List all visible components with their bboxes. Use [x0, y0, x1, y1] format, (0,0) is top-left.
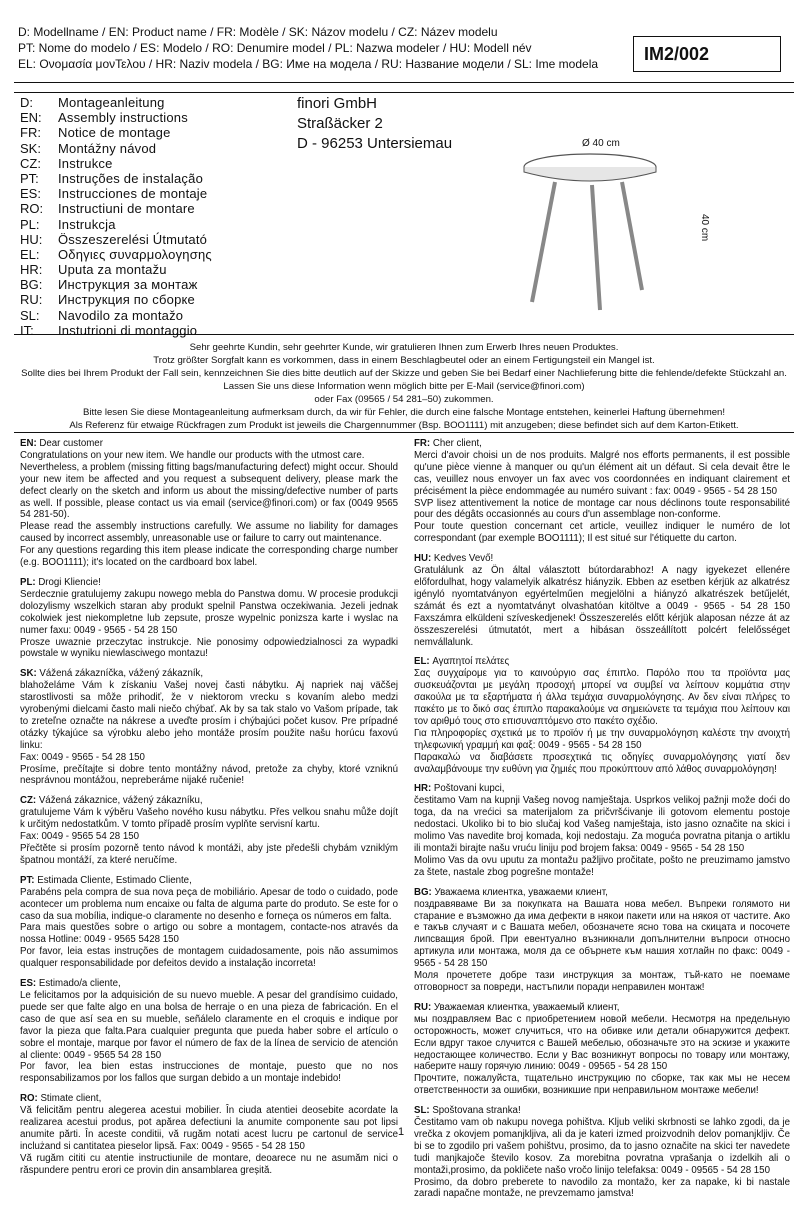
section-paragraph: blahoželáme Vám k získaniu Vašej novej časti nábytku. Aj napriek naj väčšej starostlivosti sa môže prihodiť, že v niektorom vrecku s kovaním alebo medzi vyrobenými dielcami často mali niečo chýbať. Ak by sa tak stalo vo Vašom prípade, tak to zreteľne označte na nákrese a uveďte prosím i chýbajúci počet kusov. Pre prípadné otázky týkajúce sa výrobku alebo jeho montáže prosím použite našu horúcu faxovú linku:: [20, 680, 398, 751]
language-code: RO:: [20, 201, 44, 217]
language-code: HU:: [20, 231, 43, 247]
section-paragraph: Congratulations on your new item. We handle our products with the utmost care.: [20, 449, 365, 461]
section-lang-code: SK:: [20, 668, 37, 680]
side-table-drawing: [510, 130, 730, 320]
language-code: PT:: [20, 170, 39, 186]
height-label: 40 cm: [699, 214, 710, 242]
header-line: D: Modellname / EN: Product name / FR: Modèle / SK: Názov modelu / CZ: Název modelu: [18, 25, 498, 39]
section-paragraph: Vă felicităm pentru alegerea acestui mobilier. În ciuda atentiei deosebite acordate la realizarea acestui produs, pot apărea defectiuni la anumite componente sau pot lipsi anumite părti. În aceste conditii, vă rugăm notati acest lucru pe cartonul de service inclużand si cantitatea pieselor lipsă. Fax: 0049 - 9565 - 54 28 150: [20, 1105, 398, 1152]
table-leg: [592, 185, 600, 310]
language-code: PL:: [20, 216, 40, 232]
language-row: [20, 323, 290, 338]
language-code: ES:: [20, 186, 41, 202]
intro-german: [14, 341, 794, 432]
section-heading: [414, 553, 790, 565]
company-street: Straßäcker 2: [297, 115, 383, 132]
company-name: finori GmbH: [297, 95, 378, 112]
section-heading: [20, 978, 398, 990]
header-line: PT: Nome do modelo / ES: Modelo / RO: Denumire model / PL: Nazwa modeler / HU: Modell név: [18, 41, 532, 55]
intro-line: Lassen Sie uns diese Information wenn möglich bitte per E-Mail (service@finori.com): [223, 381, 585, 392]
section-greeting: Αγαπητοί πελάτες: [432, 656, 510, 668]
section-greeting: Stimate client,: [40, 1093, 102, 1105]
section-lang-code: ES:: [20, 978, 37, 990]
section-paragraph: Přečtěte si prosím pozorně tento návod k montáži, aby jste předešli chybám vzniklým špatnou montáží, za které neručíme.: [20, 843, 398, 866]
section-greeting: Kedves Vevő!: [433, 553, 494, 565]
table-leg: [622, 182, 642, 290]
section-paragraph: čestitamo Vam na kupnji Vašeg novog namještaja. Usprkos velikoj pažnji može doći do toga, da na vrećici sa materijalom za pričvršćivanje ili gotovom elementu postoje nedostaci. Ukoliko bi to bio slučaj kod Vašeg namještaja, isto jasno označite na skici i molimo Vas navedite broj komada, koji nedostaju. Za moguća povratna pitanja o artiklu ili montaži birajte našu vruću liniju pod brojem faksa: 0049 - 9565 - 54 28 150: [414, 795, 790, 854]
notice-section: [20, 438, 398, 569]
section-lang-code: PT:: [20, 874, 35, 886]
section-lang-code: SL:: [414, 1105, 430, 1117]
language-title: Инструкция по сборке: [58, 292, 195, 308]
section-lang-code: HU:: [414, 553, 432, 565]
language-title: Összeszerelési Útmutató: [58, 231, 208, 247]
section-paragraph: Моля прочетете добре тази инструкция за монтаж, тъй-като не поемаме отговорност за повреди, настъпили поради неправилен монтаж!: [414, 970, 790, 993]
section-lang-code: RU:: [414, 1001, 432, 1013]
section-heading: [414, 656, 790, 668]
language-code: CZ:: [20, 155, 41, 171]
section-greeting: Poštovani kupci,: [433, 783, 505, 795]
section-paragraph: Прочтите, пожалуйста, тщательно инструкцию по сборке, так как мы не несем ответственности за ошибки, возникшие при неправильном монтаже мебели!: [414, 1073, 790, 1097]
section-paragraph: Merci d'avoir choisi un de nos produits. Malgré nos efforts permanents, il est possible qu'une pièce vienne à manquer ou qu'un élément ait un défaut. Si cela devait être le cas, veuillez nous envoyer un fax avec vos coordonnées en indiquant clairement et précisément la pièce endommagée au numéro suivant : fax: 0049 - 9565 - 54 28 150: [414, 449, 790, 497]
divider: [14, 334, 794, 335]
language-row: [20, 156, 290, 171]
table-top-edge: [524, 167, 656, 181]
section-paragraph: For any questions regarding this item please indicate the corresponding charge number (e.g. BOO1111); it's located on the cardboard box label.: [20, 545, 398, 569]
section-lang-code: FR:: [414, 438, 431, 449]
notice-section: [20, 577, 398, 660]
language-code: EL:: [20, 246, 40, 262]
section-paragraph: Nevertheless, a problem (missing fitting bags/manufacturing defect) might occur. Should your new item be affected and you request a subsequent delivery, please mark the defect clearly on the sketch and inform us about the missing/defective number of parts as well. If possible, please contact us via email (service@finori.com) or fax (0049 9565 54 281-50).: [20, 461, 398, 521]
section-lang-code: PL:: [20, 576, 36, 588]
language-title: Montážny návod: [58, 140, 157, 156]
instruction-title-list: [20, 95, 290, 338]
section-paragraph: Για πληροφορίες σχετικά με το προϊόν ή με την συναρμολόγηση καλέστε την ανοιχτή τηλεφωνική γραμμή και φαξ: 0049 - 9565 - 54 28 150: [414, 727, 790, 751]
section-paragraph: Por favor, leia estas instruções de montagem cuidadosamente, pois não assumimos qualquer responsabilidade por defeitos devido a instalação incorreta!: [20, 946, 398, 970]
language-code: D:: [20, 95, 33, 110]
header-model-names: [18, 24, 618, 72]
notice-section: [414, 553, 790, 648]
section-greeting: Cher client,: [432, 438, 482, 449]
language-row: [20, 201, 290, 216]
language-title: Instutrioni di montaggio: [58, 322, 198, 338]
notice-section: [414, 438, 790, 545]
section-heading: [20, 668, 398, 680]
section-lang-code: RO:: [20, 1093, 38, 1105]
intro-line: Trotz größter Sorgfalt kann es vorkommen, dass in einem Beschlagbeutel oder an einem Fertigungsteil ein Mangel ist.: [153, 355, 655, 366]
section-heading: [414, 1105, 790, 1117]
section-heading: [414, 887, 790, 899]
intro-line: Sollte dies bei Ihrem Produkt der Fall sein, kennzeichnen Sie dies bitte deutlich auf der Skizze und geben Sie bei Bedarf einer Nachlieferung bitte die fehlende/defekte Stückzahl an.: [21, 368, 787, 379]
page-number: 1: [398, 1126, 405, 1138]
language-row: [20, 308, 290, 323]
section-greeting: Estimado/a cliente,: [38, 978, 121, 990]
section-heading: [20, 438, 398, 450]
section-paragraph: Fax: 0049 - 9565 54 28 150: [20, 831, 140, 843]
notice-section: [414, 1105, 790, 1200]
intro-line: Sehr geehrte Kundin, sehr geehrter Kunde, wir gratulieren Ihnen zum Erwerb Ihres neuen Produktes.: [189, 342, 619, 353]
divider: [14, 432, 794, 433]
notice-section: [414, 887, 790, 994]
language-code: EN:: [20, 110, 42, 126]
section-paragraph: Prosíme, prečítajte si dobre tento montážny návod, pretože za chyby, ktoré vzniknú nesprávnou montážou, nepreberáme nijaké ručenie!: [20, 763, 398, 787]
language-title: Instrukce: [58, 155, 113, 171]
section-greeting: Estimada Cliente, Estimado Cliente,: [37, 874, 192, 886]
language-row: [20, 110, 290, 125]
language-title: Οδηγιες συναρμολογησης: [58, 246, 212, 262]
notice-section: [414, 1002, 790, 1097]
language-title: Instrukcja: [58, 216, 116, 232]
section-paragraph: Para mais questões sobre o artigo ou sobre a montagem, contacte-nos através da nossa Hotline: 0049 - 9565 5428 150: [20, 922, 398, 946]
section-paragraph: Molimo Vas da ovu uputu za montažu pažljivo pročitate, pošto ne preuzimamo jamstvo za štete, nastale zbog pogrešne montaže!: [414, 854, 790, 878]
language-row: [20, 262, 290, 277]
language-row: [20, 186, 290, 201]
language-code: IT:: [20, 322, 34, 338]
language-row: [20, 292, 290, 307]
section-greeting: Vážená zákazníčka, vážený zákazník,: [39, 668, 204, 680]
section-greeting: Spoštovana stranka!: [432, 1105, 521, 1117]
section-paragraph: Gratulálunk az Ön által választott bútordarabhoz! A nagy igyekezet ellenére előfordulhat, hogy valamelyik alkatrész hiányzik. Ebben az esetben kérjük az alkatrész igényló nyomtatványon egyértelműen megjelölni a hiányzó alkatrészek betűjelét, számát és ezt a nyomtatványt olvashatóan kitöltve a 0049 - 9565 - 54 28 150 Faxszámra elküldeni szíveskedjenek! Összeszerelés előtt kérjük alaposan nézze át az összeszerelési útmutatót, mert a hibásan összeállított polcért felelősséget nemvállalunk.: [414, 565, 790, 648]
section-lang-code: BG:: [414, 886, 432, 898]
section-lang-code: CZ:: [20, 795, 37, 807]
company-city: D - 96253 Untersiemau: [297, 135, 453, 152]
language-code: SK:: [20, 140, 41, 156]
section-paragraph: Por favor, lea bien estas instrucciones de montaje, puesto que no nos responsabilizamos por los fallos que surgan debido a un montaje indebido!: [20, 1061, 398, 1085]
section-paragraph: gratulujeme Vám k výběru Vašeho nového kusu nábytku. Přes velkou snahu může dojít k určitým nedostatkům. V tomto případě prosím vyplňte servisní kartu.: [20, 807, 398, 831]
language-title: Instruções de instalação: [58, 170, 203, 186]
model-number-box: IM2/002: [633, 36, 781, 72]
section-paragraph: Please read the assembly instructions carefully. We assume no liability for damages caused by incorrect assembly, unreasonable use or failure to carry out maintenance.: [20, 521, 398, 545]
section-paragraph: Σας συγχαίρομε για το καινούργιο σας έπιπλο. Παρόλο που τα προϊόντα μας σuσκευάζονται με μεγάλη προσοχή μπορεί να συμβεί να λείπουν κομμάτια στην σακούλα με τα εξαρτήματα ή άλλα τεμάχια συναρμολόγησης. Αν δεν είναι πλήρες το πακέτο με το δικό σας έπιπλο παρακαλούμε να σημειώνετε τα τεμάχια που λείπουν και τον αριθμό τους στο επισυναπτόμενο στο πακέτο σχέδιο.: [414, 668, 790, 727]
section-greeting: Dear customer: [39, 438, 103, 449]
section-greeting: Drogi Kliencie!: [38, 576, 101, 588]
divider: [14, 82, 794, 83]
section-paragraph: Serdecznie gratulujemy zakupu nowego mebla do Panstwa domu. W procesie produkcji dolozylismy wszelkich staran aby produkt spelnil Panstwa oczekiwania. Jezeli jednak cokolwiek jest niekompletne lub zepsute, prosze wypelnic ponizsza karte i wyslac na numer faxu: 0049 - 9565 - 54 28 150: [20, 588, 398, 636]
language-title: Navodilo za montažo: [58, 307, 184, 323]
language-title: Инструкция за монтаж: [58, 277, 198, 293]
language-row: [20, 277, 290, 292]
company-address: [297, 94, 452, 154]
section-paragraph: Vă rugăm cititi cu atentie instructiunile de montare, deoarece nu ne asumăm nici o răspundere pentru erori ce provin din ansamblarea greșită.: [20, 1152, 398, 1176]
language-code: RU:: [20, 292, 43, 308]
section-heading: [20, 875, 398, 887]
language-code: FR:: [20, 125, 41, 141]
language-row: [20, 95, 290, 110]
language-code: SL:: [20, 307, 40, 323]
section-greeting: Vážená zákaznice, vážený zákazníku,: [38, 795, 203, 807]
language-code: HR:: [20, 262, 43, 278]
notice-section: [20, 875, 398, 970]
section-paragraph: мы поздравляем Вас с приобретением новой мебели. Несмотря на предельную осторожность, может случиться, что на обивке или детали обнаружится дефект. Если вдруг такое случится с Вашей мебелью, обозначьте это на эскизе и укажите недостающее количество. Если у Вас возникнут вопросы по товару или монтажу, наберите нашу горячую линию: 0049 - 09565 - 54 28 150: [414, 1013, 790, 1073]
section-heading: [414, 783, 790, 795]
notice-section: [20, 668, 398, 787]
divider: [14, 92, 794, 93]
language-code: BG:: [20, 277, 43, 293]
language-title: Uputa za montažu: [58, 262, 167, 278]
language-row: [20, 125, 290, 140]
section-paragraph: Parabéns pela compra de sua nova peça de mobiliário. Apesar de todo o cuidado, pode acontecer um problema num encaixe ou falta de alguma parte do produto. Se este for o caso da sua mobília, indique-o claramente no desenho e forneça os números em falta.: [20, 886, 398, 922]
diameter-label: Ø 40 cm: [582, 138, 620, 149]
section-heading: [20, 577, 398, 589]
section-paragraph: Čestitamo vam ob nakupu novega pohištva. Kljub veliki skrbnosti se lahko zgodi, da je vrečka z okovjem pomanjkljiva, ali da je kateri izmed proizvodnih delov pomanjkljiv. Če bi se to zgodilo pri vašem pohištvu, prosimo, da to jasno označite na skici ter navedete tudi manjkajoče število kosov. Za morebitna povratna vprašanja o izdelkih ali o montaži,prosimo, da pokličete našo vročo linijo telefaksa: 0049 - 09565 - 54 28 150: [414, 1117, 790, 1176]
language-title: Assembly instructions: [58, 110, 188, 126]
language-row: [20, 171, 290, 186]
language-title: Montageanleitung: [58, 95, 165, 110]
section-paragraph: Pour toute question concernant cet article, veuillez indiquer le numéro de lot correspondant (par exemple BOO1111); Il est situé sur l'étiquette du carton.: [414, 521, 790, 545]
section-lang-code: HR:: [414, 783, 432, 795]
notice-section: [414, 656, 790, 775]
intro-line: Bitte lesen Sie diese Montageanleitung aufmerksam durch, da wir für Fehler, die durch eine falsche Montage entstehen, keinerlei Haftung übernehmen!: [82, 407, 726, 418]
section-paragraph: поздравяваме Ви за покупката на Вашата нова мебел. Въпреки голямото ни старание е възможно да има дефекти в някои пакети или на някоя от частите. Ако е такъв случаят и с Вашата мебел, обозначете ясно това на скицата и посочете липсващия брой. При евентуално възникнали допълнителни въпроси относно артикула или монтажа, моля да се обърнете към нашия хотлайн по факс: 0049 - 9565 - 54 28 150: [414, 898, 790, 970]
left-column: [20, 438, 398, 1185]
section-lang-code: EL:: [414, 656, 430, 668]
intro-line: oder Fax (09565 / 54 281–50) zukommen.: [314, 394, 494, 405]
section-paragraph: Prosze uwaznie przeczytac instrukcje. Nie ponosimy odpowiedzialnosci za wypadki powstale w wyniku niewlasciwego montazu!: [20, 636, 398, 660]
section-paragraph: Παρακαλώ να διαβάσετε προσεχτικά τις οδηγίες συναρμολόγησης γιατί δεν αναλαμβάνουμε την ευθύνη για ζημιές που προκύπτουν από λάθος συναρμολόγηση!: [414, 751, 790, 775]
notice-section: [20, 795, 398, 866]
notice-section: [414, 783, 790, 878]
language-row: [20, 232, 290, 247]
header-line: EL: Ονομασία μονΤελου / HR: Naziv modela / BG: Име на модела / RU: Название модели / SL: Ime modela: [18, 57, 599, 71]
section-paragraph: Fax: 0049 - 9565 - 54 28 150: [20, 751, 145, 763]
table-leg: [532, 182, 555, 302]
right-column: [414, 438, 790, 1208]
notice-section: [20, 978, 398, 1085]
section-paragraph: Prosimo, da dobro preberete to navodilo za montažo, ker za napake, ki bi nastale zaradi napačne montaže, ne prevzemamo jamstva!: [414, 1176, 790, 1200]
language-title: Instructiuni de montare: [58, 201, 195, 217]
language-title: Instrucciones de montaje: [58, 186, 208, 202]
section-heading: [414, 1002, 790, 1014]
notice-section: [20, 1093, 398, 1176]
section-heading: [414, 438, 790, 450]
language-title: Notice de montage: [58, 125, 171, 141]
section-paragraph: SVP lisez attentivement la notice de montage car nous déclinons toute responsabilité pour des dégâts occasionnés au cours d'un assemblage non-conforme.: [414, 497, 790, 521]
language-row: [20, 247, 290, 262]
section-greeting: Уважаемая клиентка, уважаемый клиент,: [433, 1001, 620, 1013]
section-heading: [20, 1093, 398, 1105]
section-greeting: Уважаема клиентка, уважаеми клиент,: [434, 886, 608, 898]
section-paragraph: Le felicitamos por la adquisición de su nuevo mueble. A pesar del grandísimo cuidado, puede ser que falte algo en una bolsa de herraje o en una pieza de fabricación. En el caso de que así sea en su mueble, señálelo claramente en el croquis e indique por favor la pieza que falta.Para cualquier pregunta que pueda haber sobre el artículo o sobre el montaje, marque por favor el número de fax de la línea de servicio de atención al cliente: 0049 - 9565 54 28 150: [20, 989, 398, 1061]
language-row: [20, 141, 290, 156]
section-lang-code: EN:: [20, 438, 37, 449]
section-heading: [20, 795, 398, 807]
language-row: [20, 217, 290, 232]
intro-line: Als Referenz für etwaige Rückfragen zum Produkt ist jeweils die Chargennummer (Bsp. BOO1111) mit anzugeben; diese befindet sich auf dem Karton-Etikett.: [69, 420, 739, 431]
